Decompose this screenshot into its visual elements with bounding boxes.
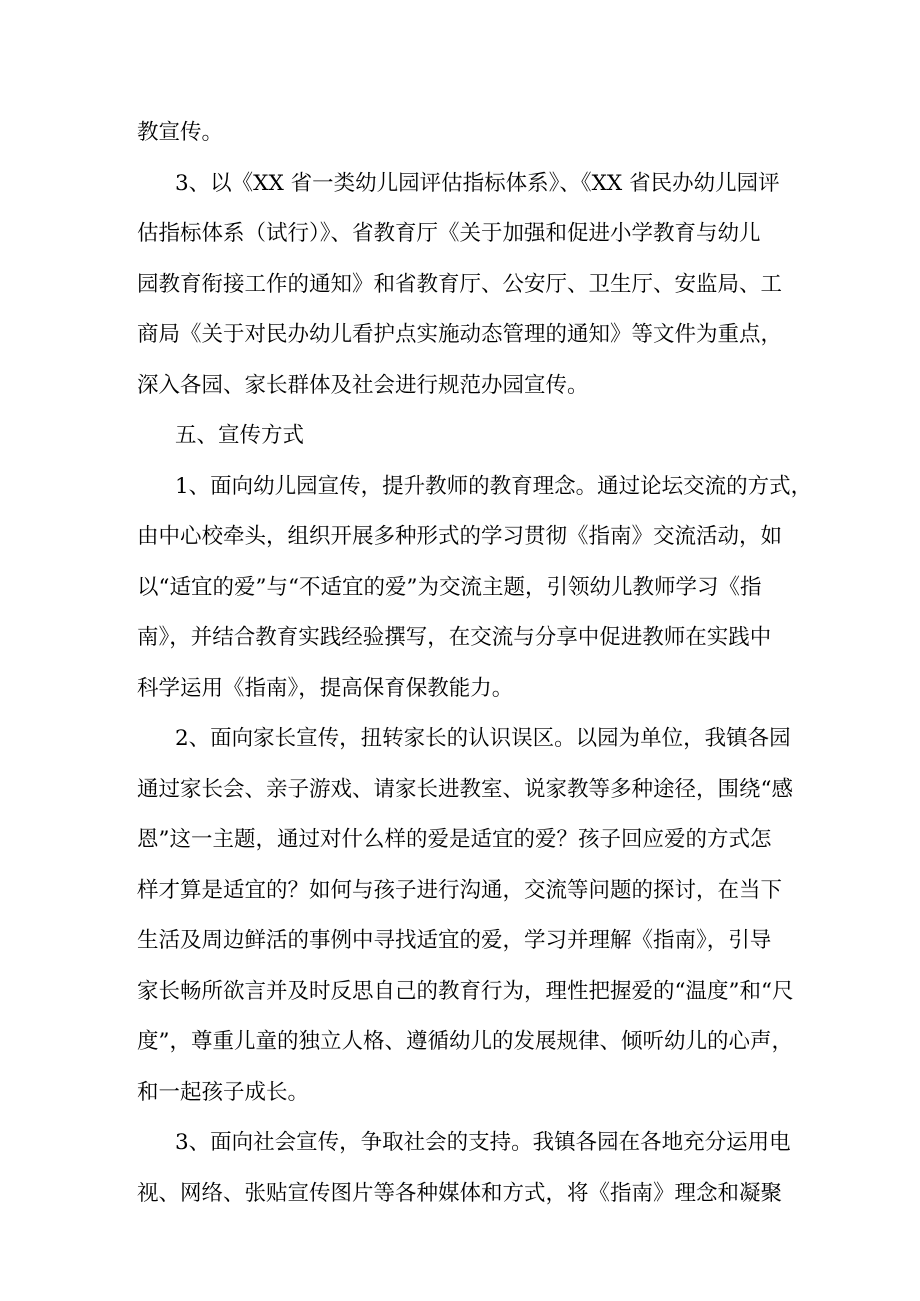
section-heading: 五、宣传方式 bbox=[175, 423, 305, 448]
paragraph-first-line: 3、以《XX 省一类幼儿园评估指标体系》、《XX 省民办幼儿园评 bbox=[175, 170, 780, 196]
text-line: 由中心校牵头，组织开展多种形式的学习贯彻《指南》交流活动，如 bbox=[137, 524, 783, 549]
text-line: 园教育衔接工作的通知》和省教育厅、公安厅、卫生厅、安监局、工 bbox=[137, 271, 783, 297]
document-body bbox=[137, 108, 813, 1219]
text-line: 恩”这一主题，通过对什么样的爱是适宜的爱？孩子回应爱的方式怎 bbox=[137, 827, 772, 852]
text-line: 商局《关于对民办幼儿看护点实施动态管理的通知》等文件为重点， bbox=[137, 322, 783, 347]
text-line: 估指标体系（试行）》、省教育厅《关于加强和促进小学教育与幼儿 bbox=[137, 221, 761, 246]
text-line: 生活及周边鲜活的事例中寻找适宜的爱，学习并理解《指南》，引导 bbox=[137, 928, 772, 953]
text-line: 样才算是适宜的？如何与孩子进行沟通，交流等问题的探讨，在当下 bbox=[137, 877, 783, 903]
text-line: 教宣传。 bbox=[137, 120, 224, 145]
text-line: 通过家长会、亲子游戏、请家长进教室、说家教等多种途径，围绕“感 bbox=[137, 776, 793, 802]
text-line: 视、网络、张贴宣传图片等各种媒体和方式，将《指南》理念和凝聚 bbox=[137, 1180, 783, 1206]
text-line: 度”，尊重儿童的独立人格、遵循幼儿的发展规律、倾听幼儿的心声， bbox=[137, 1029, 793, 1054]
paragraph-first-line: 1、面向幼儿园宣传，提升教师的教育理念。通过论坛交流的方式， bbox=[175, 473, 813, 499]
paragraph-first-line: 3、面向社会宣传，争取社会的支持。我镇各园在各地充分运用电 bbox=[175, 1130, 791, 1155]
text-line: 家长畅所欲言并及时反思自己的教育行为，理性把握爱的“温度”和“尺 bbox=[137, 978, 794, 1004]
text-line: 以“适宜的爱”与“不适宜的爱”为交流主题，引领幼儿教师学习《指 bbox=[137, 574, 762, 600]
text-line: 南》，并结合教育实践经验撰写，在交流与分享中促进教师在实践中 bbox=[137, 625, 772, 650]
text-line: 深入各园、家长群体及社会进行规范办园宣传。 bbox=[137, 372, 589, 398]
text-line: 和一起孩子成长。 bbox=[137, 1079, 310, 1105]
text-line: 科学运用《指南》，提高保育保教能力。 bbox=[137, 675, 514, 701]
paragraph-first-line: 2、面向家长宣传，扭转家长的认识误区。以园为单位，我镇各园 bbox=[175, 726, 791, 751]
